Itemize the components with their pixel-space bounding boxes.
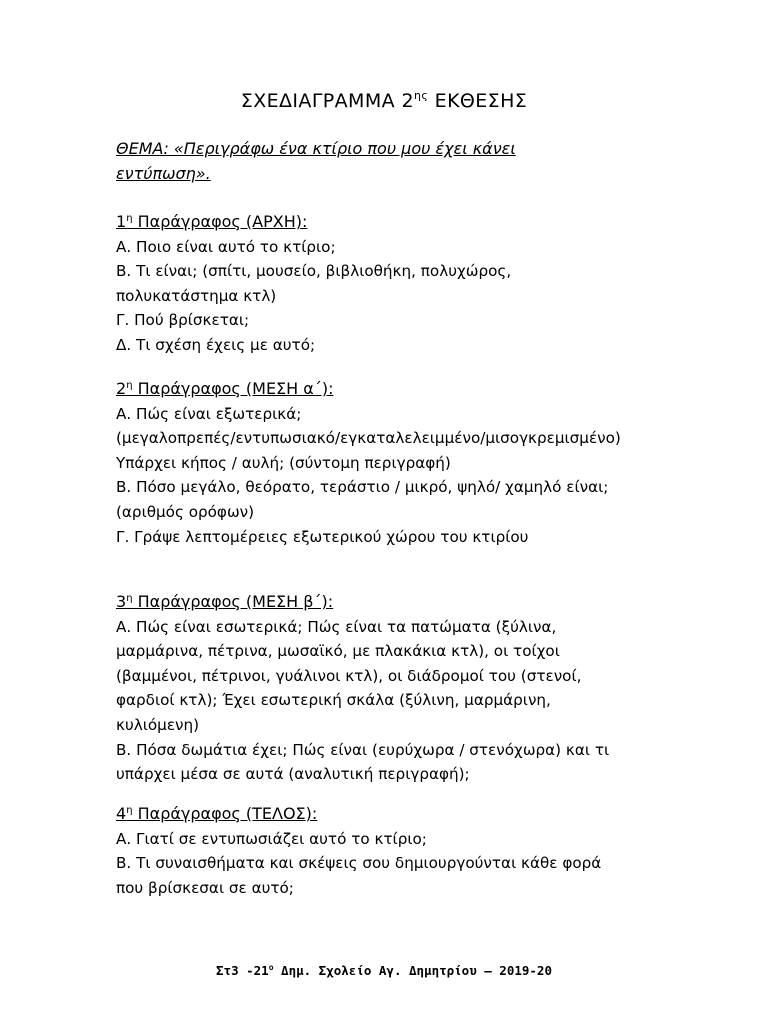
footer-post: Δημ. Σχολείο Αγ. Δημητρίου – 2019-20 bbox=[273, 963, 552, 978]
title-main: ΣΧΕΔΙΑΓΡΑΜΜΑ 2 bbox=[240, 90, 414, 112]
page-footer bbox=[0, 963, 768, 978]
section-line: Υπάρχει κήπος / αυλή; (σύντομη περιγραφή) bbox=[116, 453, 451, 472]
section-line: Α. Γιατί σε εντυπωσιάζει αυτό το κτίριο; bbox=[116, 829, 427, 848]
paragraph-section-3 bbox=[116, 587, 676, 787]
section-line: μαρμάρινα, πέτρινα, μωσαϊκό, με πλακάκια κτλ), οι τοίχοι bbox=[116, 642, 560, 661]
section-heading-text: Παράγραφος (ΤΕΛΟΣ): bbox=[132, 804, 318, 823]
paragraph-section-1 bbox=[116, 207, 676, 358]
section-number: 1 bbox=[116, 212, 127, 231]
section-heading bbox=[116, 587, 676, 615]
section-line: υπάρχει μέσα σε αυτά (αναλυτική περιγραφή); bbox=[116, 765, 470, 784]
page-title bbox=[0, 89, 768, 112]
paragraph-section-4 bbox=[116, 799, 676, 900]
section-line: Β. Τι συναισθήματα και σκέψεις σου δημιουργούνται κάθε φορά bbox=[116, 854, 602, 873]
title-superscript: ης bbox=[413, 89, 429, 102]
section-heading-text: Παράγραφος (ΜΕΣΗ β΄): bbox=[132, 592, 334, 611]
section-line: Β. Πόσα δωμάτια έχει; Πώς είναι (ευρύχωρα / στενόχωρα) και τι bbox=[116, 740, 610, 759]
section-heading bbox=[116, 799, 676, 827]
section-line: (βαμμένοι, πέτρινοι, γυάλινοι κτλ), οι διάδρομοί του (στενοί, bbox=[116, 666, 582, 685]
section-line: Α. Ποιο είναι αυτό το κτίριο; bbox=[116, 237, 336, 256]
theme-line-1: ΘΕΜΑ: «Περιγράφω ένα κτίριο που μου έχει κάνει bbox=[116, 139, 516, 158]
section-line: Γ. Πού βρίσκεται; bbox=[116, 311, 250, 330]
section-line: Α. Πώς είναι εξωτερικά; bbox=[116, 404, 302, 423]
section-heading bbox=[116, 374, 676, 402]
section-number: 3 bbox=[116, 592, 127, 611]
title-tail: ΕΚΘΕΣΗΣ bbox=[428, 90, 528, 112]
footer-superscript: ο bbox=[268, 963, 274, 972]
theme-line-2: εντύπωση». bbox=[116, 164, 211, 183]
section-line: κυλιόμενη) bbox=[116, 715, 200, 734]
section-number-superscript: η bbox=[126, 593, 133, 604]
section-number: 4 bbox=[116, 804, 127, 823]
section-number-superscript: η bbox=[126, 805, 133, 816]
section-line: Α. Πώς είναι εσωτερικά; Πώς είναι τα πατώματα (ξύλινα, bbox=[116, 617, 557, 636]
section-line: φαρδιοί κτλ); Έχει εσωτερική σκάλα (ξύλινη, μαρμάρινη, bbox=[116, 691, 551, 710]
section-number-superscript: η bbox=[126, 380, 133, 391]
section-line: πολυκατάστημα κτλ) bbox=[116, 286, 277, 305]
section-line: Β. Τι είναι; (σπίτι, μουσείο, βιβλιοθήκη, πολυχώρος, bbox=[116, 262, 512, 281]
section-line: που βρίσκεσαι σε αυτό; bbox=[116, 878, 294, 897]
section-heading bbox=[116, 207, 676, 235]
section-line: Γ. Γράψε λεπτομέρειες εξωτερικού χώρου του κτιρίου bbox=[116, 527, 529, 546]
section-line: Δ. Τι σχέση έχεις με αυτό; bbox=[116, 335, 316, 354]
section-line: (αριθμός ορόφων) bbox=[116, 502, 255, 521]
section-number: 2 bbox=[116, 379, 127, 398]
section-number-superscript: η bbox=[126, 213, 133, 224]
paragraph-section-2 bbox=[116, 374, 676, 549]
section-line: Β. Πόσο μεγάλο, θεόρατο, τεράστιο / μικρό, ψηλό/ χαμηλό είναι; bbox=[116, 478, 609, 497]
section-heading-text: Παράγραφος (ΜΕΣΗ α΄): bbox=[132, 379, 334, 398]
footer-pre: Στ3 -21 bbox=[216, 963, 269, 978]
theme-block bbox=[116, 136, 676, 186]
section-line: (μεγαλοπρεπές/εντυπωσιακό/εγκαταλελειμμένο/μισογκρεμισμένο) bbox=[116, 429, 621, 448]
section-heading-text: Παράγραφος (ΑΡΧΗ): bbox=[132, 212, 308, 231]
